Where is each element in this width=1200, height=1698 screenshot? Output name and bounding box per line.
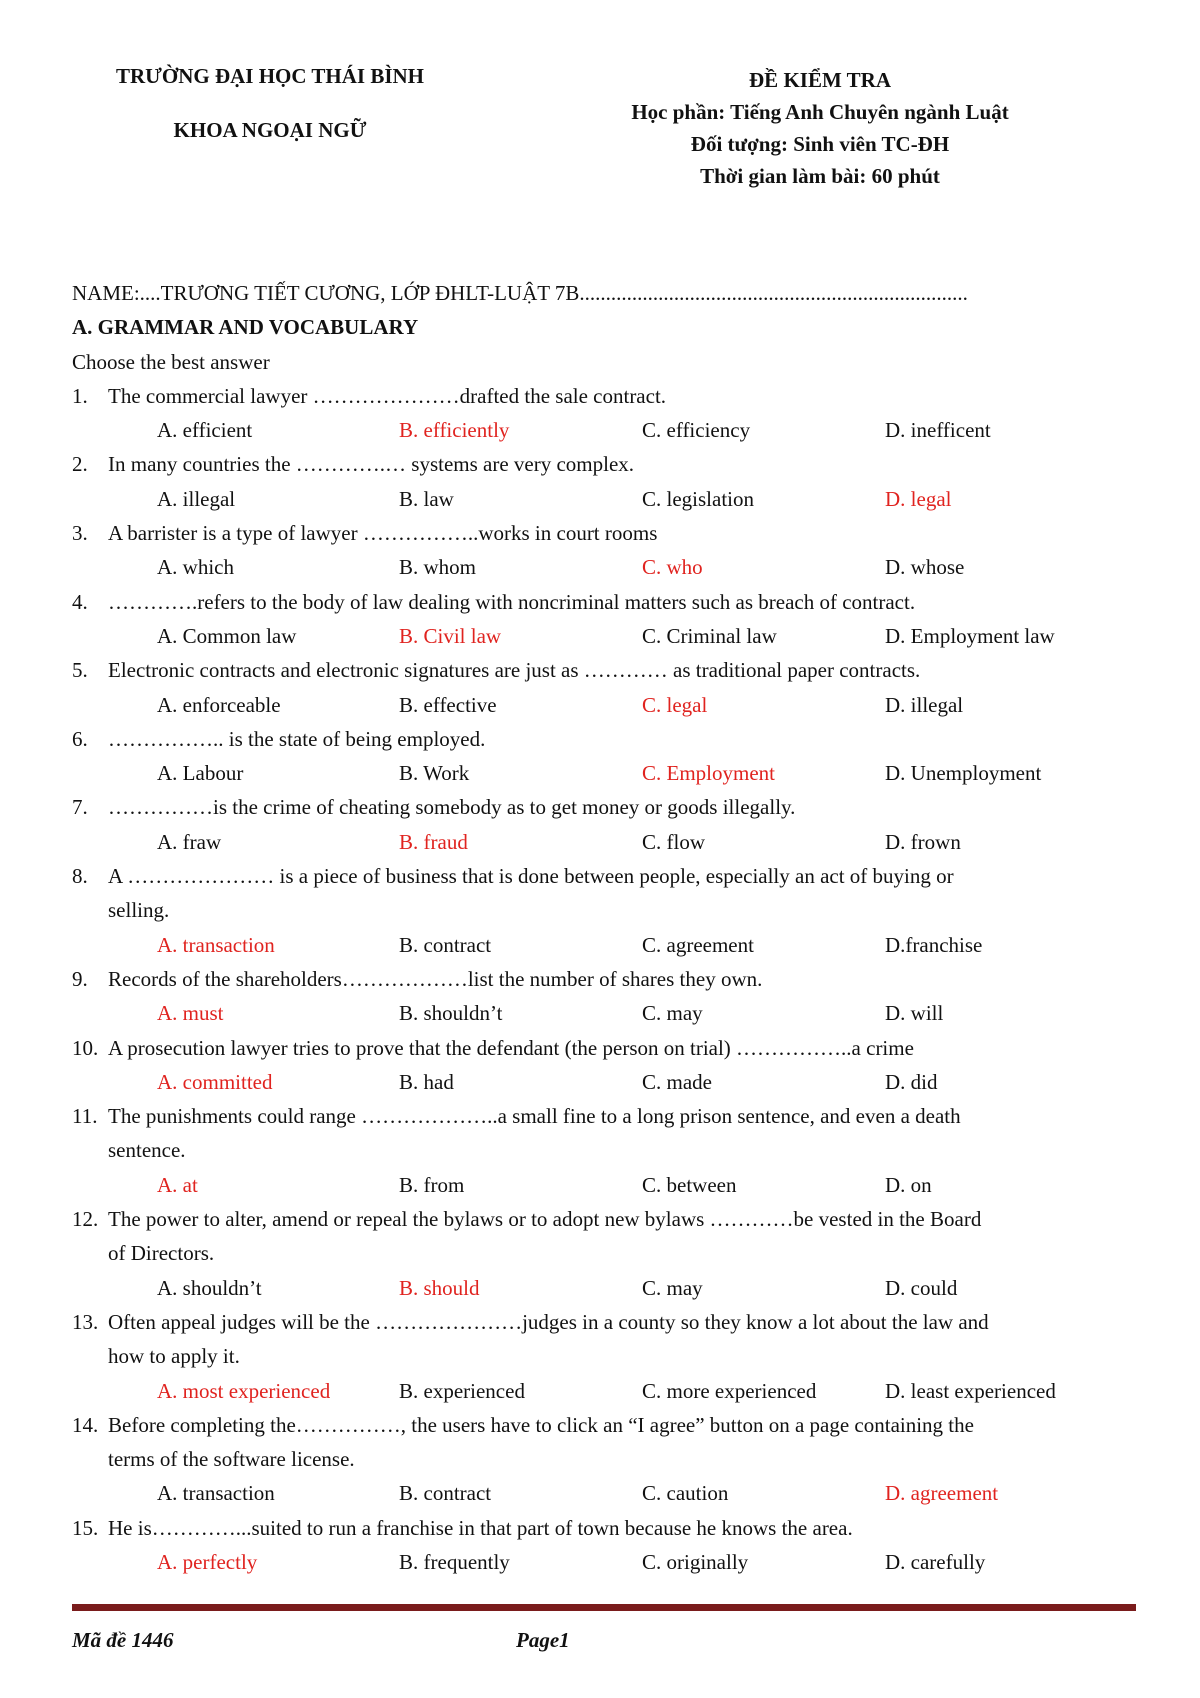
question-text [72,859,1132,893]
answer-option-correct[interactable]: B. efficiently [399,418,510,443]
question-4 [72,585,1132,654]
question-11 [72,1099,1132,1202]
school-name: TRƯỜNG ĐẠI HỌC THÁI BÌNH [115,64,425,88]
answer-option[interactable]: B. Work [399,761,470,786]
answer-options [72,996,1132,1030]
answer-option[interactable]: A. transaction [157,1481,275,1506]
answer-options [72,928,1132,962]
question-number: 7. [72,795,88,820]
answer-option[interactable]: D.franchise [885,932,983,957]
answer-option-correct[interactable]: A. transaction [157,932,275,957]
answer-option[interactable]: D. could [885,1275,958,1300]
answer-option[interactable]: D. whose [885,555,965,580]
answer-option-correct[interactable]: B. fraud [399,829,468,854]
answer-option[interactable]: C. agreement [642,932,754,957]
answer-options [72,756,1132,790]
answer-options [72,1374,1132,1408]
school-header [60,64,480,172]
exam-code: Mã đề 1446 [72,1628,174,1652]
answer-option[interactable]: A. shouldn’t [157,1275,262,1300]
question-line-text: The commercial lawyer …………………drafted the sale contract. [108,383,667,408]
question-7 [72,790,1132,859]
question-number: 14. [72,1412,99,1437]
answer-option[interactable]: C. caution [642,1481,729,1506]
question-line-text: selling. [108,898,170,923]
question-line-text: He is…………...suited to run a franchise in that part of town because he knows the area. [108,1515,853,1540]
answer-option[interactable]: B. contract [399,1481,492,1506]
answer-options [72,1545,1132,1579]
question-13 [72,1305,1132,1408]
answer-option[interactable]: C. may [642,1275,703,1300]
question-1 [72,379,1132,448]
answer-option[interactable]: A. which [157,555,234,580]
answer-options [72,1476,1132,1510]
question-10 [72,1031,1132,1100]
answer-option[interactable]: C. efficiency [642,418,751,443]
answer-option[interactable]: C. legislation [642,486,754,511]
question-number: 2. [72,452,88,477]
answer-option[interactable]: C. made [642,1069,712,1094]
answer-option[interactable]: A. Common law [157,623,297,648]
question-number: 12. [72,1207,99,1232]
answer-option[interactable]: B. whom [399,555,477,580]
answer-option[interactable]: A. fraw [157,829,222,854]
question-number: 5. [72,658,88,683]
question-line-text: ………….refers to the body of law dealing with noncriminal matters such as breach of contract. [108,589,916,614]
question-number: 10. [72,1035,99,1060]
question-text [72,1511,1132,1545]
question-number: 4. [72,589,88,614]
answer-options [72,413,1132,447]
question-text [72,1031,1132,1065]
question-number: 8. [72,864,88,889]
answer-option[interactable]: B. had [399,1069,454,1094]
answer-option[interactable]: A. illegal [157,486,236,511]
question-line-text: terms of the software license. [108,1447,355,1472]
question-line-text: Before completing the……………, the users have to click an “I agree” button on a page containing the [108,1412,974,1437]
question-number: 15. [72,1515,99,1540]
question-6 [72,722,1132,791]
student-name-line: NAME:....TRƯƠNG TIẾT CƯƠNG, LỚP ĐHLT-LUẬT 7B.......................................................................... [72,281,968,305]
question-text [72,1202,1132,1236]
answer-option[interactable]: D. inefficent [885,418,991,443]
answer-option[interactable]: C. originally [642,1549,749,1574]
question-line-text: how to apply it. [108,1344,240,1369]
footer-rule [72,1604,1136,1611]
question-text [72,1408,1132,1442]
answer-option-correct[interactable]: B. should [399,1275,480,1300]
faculty-name: KHOA NGOẠI NGỮ [173,118,367,142]
answer-option[interactable]: B. experienced [399,1378,525,1403]
question-line-text: of Directors. [108,1241,215,1266]
question-5 [72,653,1132,722]
question-8 [72,859,1132,962]
answer-option-correct[interactable]: A. most experienced [157,1378,331,1403]
answer-option[interactable]: C. more experienced [642,1378,817,1403]
answer-options [72,825,1132,859]
question-line-text: The power to alter, amend or repeal the bylaws or to adopt new bylaws …………be vested in the Board [108,1207,982,1232]
answer-option[interactable]: D. Unemployment [885,761,1042,786]
answer-option[interactable]: D. will [885,1001,944,1026]
exam-title: ĐỀ KIỂM TRA [749,68,891,92]
answer-option-correct[interactable]: A. must [157,1001,224,1026]
question-line-text: ……………is the crime of cheating somebody as to get money or goods illegally. [108,795,796,820]
question-number: 9. [72,966,88,991]
answer-options [72,1271,1132,1305]
answer-option-correct[interactable]: A. committed [157,1069,273,1094]
answer-option[interactable]: C. may [642,1001,703,1026]
question-number: 6. [72,726,88,751]
question-number: 11. [72,1104,98,1129]
answer-option[interactable]: D. frown [885,829,961,854]
question-line-text: Records of the shareholders………………list the number of shares they own. [108,966,763,991]
answer-option-correct[interactable]: A. at [157,1172,198,1197]
question-line-text: sentence. [108,1138,186,1163]
answer-option-correct[interactable]: C. legal [642,692,708,717]
answer-options [72,482,1132,516]
question-text [72,516,1132,550]
exam-duration: Thời gian làm bài: 60 phút [700,164,940,188]
answer-option[interactable]: A. efficient [157,418,253,443]
answer-option[interactable]: A. enforceable [157,692,281,717]
answer-option-correct[interactable]: D. legal [885,486,952,511]
section-title: A. GRAMMAR AND VOCABULARY [72,315,419,340]
question-14 [72,1408,1132,1511]
answer-option[interactable]: D. illegal [885,692,964,717]
question-line-text: In many countries the ………….… systems are very complex. [108,452,635,477]
question-3 [72,516,1132,585]
question-text [72,962,1132,996]
answer-option[interactable]: A. Labour [157,761,244,786]
question-number: 3. [72,521,88,546]
answer-option[interactable]: C. flow [642,829,705,854]
question-text [72,585,1132,619]
answer-option-correct[interactable]: A. perfectly [157,1549,258,1574]
instruction: Choose the best answer [72,349,270,374]
exam-audience: Đối tượng: Sinh viên TC-ĐH [690,132,950,156]
question-9 [72,962,1132,1031]
answer-option[interactable]: D. carefully [885,1549,986,1574]
answer-options [72,1065,1132,1099]
answer-option[interactable]: D. Employment law [885,623,1055,648]
exam-header [560,64,1080,192]
question-15 [72,1511,1132,1580]
answer-option[interactable]: B. shouldn’t [399,1001,503,1026]
question-number: 13. [72,1309,99,1334]
answer-option-correct[interactable]: D. agreement [885,1481,999,1506]
answer-option[interactable]: D. on [885,1172,932,1197]
question-line-text: A barrister is a type of lawyer ……………..works in court rooms [108,521,658,546]
answer-option-correct[interactable]: C. Employment [642,761,775,786]
answer-option[interactable]: C. between [642,1172,737,1197]
question-line-text: A ………………… is a piece of business that is done between people, especially an act of buying or [108,864,954,889]
answer-options [72,619,1132,653]
question-line-text: The punishments could range ………………..a small fine to a long prison sentence, and even a death [108,1104,961,1129]
question-text [72,893,1132,927]
answer-options [72,1168,1132,1202]
answer-option-correct[interactable]: C. who [642,555,703,580]
question-text [72,1099,1132,1133]
question-line-text: …………….. is the state of being employed. [108,726,486,751]
question-text [72,1339,1132,1373]
question-text [72,722,1132,756]
answer-option[interactable]: C. Criminal law [642,623,777,648]
exam-content [72,276,1132,1579]
question-number: 1. [72,383,88,408]
answer-option[interactable]: B. contract [399,932,492,957]
question-2 [72,447,1132,516]
answer-option[interactable]: B. law [399,486,454,511]
answer-option[interactable]: B. frequently [399,1549,510,1574]
page-number: Page1 [516,1628,570,1652]
answer-option-correct[interactable]: B. Civil law [399,623,502,648]
question-text [72,447,1132,481]
question-text [72,653,1132,687]
question-text [72,1236,1132,1270]
answer-option[interactable]: B. from [399,1172,465,1197]
question-12 [72,1202,1132,1305]
question-text [72,1305,1132,1339]
question-text [72,1442,1132,1476]
question-line-text: Often appeal judges will be the …………………judges in a county so they know a lot about the law and [108,1309,989,1334]
answer-option[interactable]: D. least experienced [885,1378,1056,1403]
question-line-text: A prosecution lawyer tries to prove that the defendant (the person on trial) ……………..a crime [108,1035,914,1060]
question-text [72,1133,1132,1167]
exam-course: Học phần: Tiếng Anh Chuyên ngành Luật [631,100,1009,124]
question-text [72,790,1132,824]
answer-options [72,688,1132,722]
question-list [72,379,1132,1579]
answer-option[interactable]: B. effective [399,692,497,717]
question-line-text: Electronic contracts and electronic signatures are just as ………… as traditional paper contracts. [108,658,921,683]
answer-options [72,550,1132,584]
question-text [72,379,1132,413]
answer-option[interactable]: D. did [885,1069,938,1094]
